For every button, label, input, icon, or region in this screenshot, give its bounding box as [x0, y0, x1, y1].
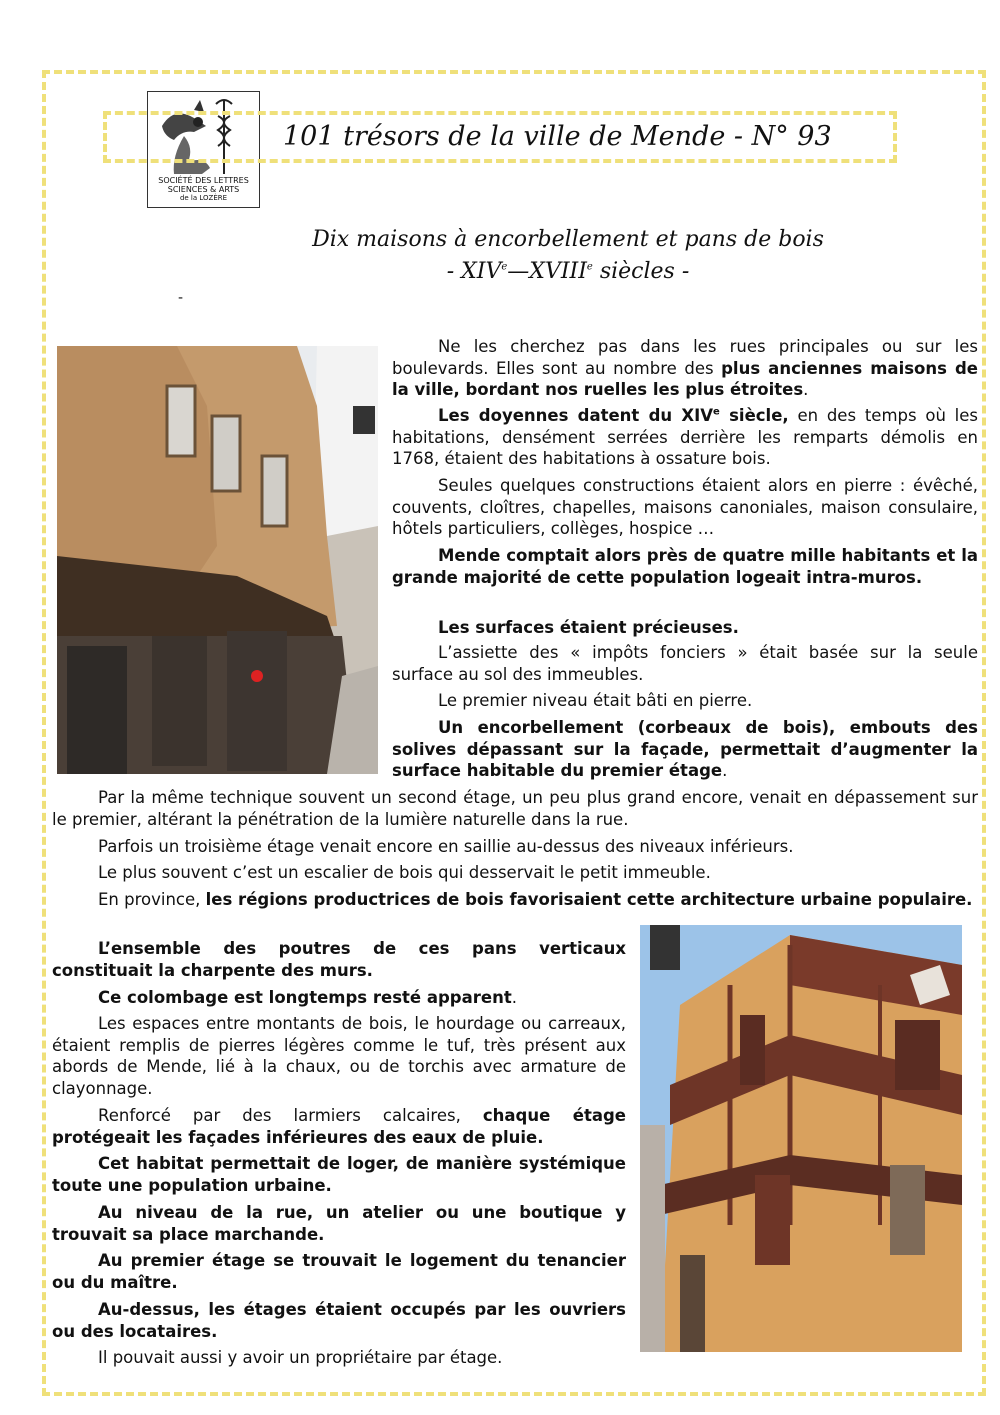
paragraph-14 [52, 987, 626, 1009]
paragraph-19-segment: Au premier étage se trouvait le logement du tenancier ou du maître. [52, 1251, 626, 1292]
paragraph-4-segment: Mende comptait alors près de quatre mille habitants et la grande majorité de cette population logeait intra-muros. [392, 546, 978, 587]
logo-line-2: SCIENCES & ARTS [167, 185, 240, 194]
article-subtitle [0, 224, 1000, 288]
paragraph-21-segment: Il pouvait aussi y avoir un propriétaire par étage. [98, 1348, 503, 1367]
paragraph-8 [392, 717, 978, 782]
paragraph-9 [52, 787, 978, 830]
paragraph-5-segment: Les surfaces étaient précieuses. [438, 618, 739, 637]
paragraph-2-segment: e [713, 406, 720, 418]
paragraph-7 [392, 690, 978, 712]
paragraph-15-segment: Les espaces entre montants de bois, le hourdage ou carreaux, étaient remplis de pierres légères comme le tuf, très présent aux abords de Mende, lié à la chaux, ou de torchis avec armature de clayonnage. [52, 1014, 626, 1098]
paragraph-19 [52, 1250, 626, 1293]
paragraph-17-segment: Cet habitat permettait de loger, de manière systémique toute une population urbaine. [52, 1154, 626, 1195]
paragraph-8-segment: Un encorbellement (corbeaux de bois), embouts des solives dépassant sur la façade, permettait d’augmenter la surface habitable du premier étage [392, 718, 978, 780]
photo-old-house-street [57, 346, 378, 774]
stray-dash: - [178, 290, 184, 306]
paragraph-16 [52, 1105, 626, 1148]
paragraph-2 [392, 405, 978, 470]
paragraph-10 [52, 836, 978, 858]
paragraph-2-segment: siècle, [719, 406, 789, 425]
paragraph-2-segment: Les doyennes datent du XIV [438, 406, 714, 425]
paragraph-17 [52, 1153, 626, 1196]
paragraph-13-segment: L’ensemble des poutres de ces pans verticaux constituait la charpente des murs. [52, 939, 626, 980]
paragraph-6-segment: L’assiette des « impôts fonciers » était basée sur la seule surface au sol des immeubles. [392, 643, 978, 684]
paragraph-21 [52, 1347, 626, 1369]
paragraph-14-segment: Ce colombage est longtemps resté apparent [98, 988, 512, 1007]
paragraph-6 [392, 642, 978, 685]
subtitle-line-1: Dix maisons à encorbellement et pans de bois [312, 227, 824, 252]
paragraph-12-segment: En province, [98, 890, 206, 909]
paragraph-1-segment: Ne les cherchez pas dans les rues principales ou sur les boulevards. Elles sont au nombre des [392, 337, 978, 378]
paragraph-13 [52, 938, 626, 981]
paragraph-1-segment: . [803, 380, 809, 399]
paragraph-20 [52, 1299, 626, 1342]
subtitle-line-2: - XIVe—XVIIIe siècles - [446, 259, 690, 284]
paragraph-20-segment: Au-dessus, les étages étaient occupés par les ouvriers ou des locataires. [52, 1300, 626, 1341]
paragraph-11 [52, 862, 978, 884]
paragraph-9-segment: Par la même technique souvent un second étage, un peu plus grand encore, venait en dépassement sur le premier, altérant la pénétration de la lumière naturelle dans la rue. [52, 788, 978, 829]
paragraph-2-segment: en des temps où les habitations, densément serrées derrière les remparts démolis en 1768, étaient des habitations à ossature bois. [392, 406, 979, 468]
paragraph-3-segment: Seules quelques constructions étaient alors en pierre : évêché, couvents, cloîtres, chapelles, maisons canoniales, maison consulaire, hôtels particuliers, collèges, hospice … [392, 476, 978, 538]
photo-half-timbered-house [640, 925, 962, 1352]
logo-line-1: SOCIÉTÉ DES LETTRES [158, 176, 249, 185]
paragraph-12-segment: les régions productrices de bois favorisaient cette architecture urbaine populaire. [205, 890, 973, 909]
page-title: 101 trésors de la ville de Mende - N° 93 [283, 121, 832, 152]
paragraph-3 [392, 475, 978, 540]
paragraph-1-segment: plus anciennes maisons de la ville, bordant nos ruelles les plus étroites [392, 358, 978, 399]
paragraph-18-segment: Au niveau de la rue, un atelier ou une boutique y trouvait sa place marchande. [52, 1203, 626, 1244]
paragraph-1 [392, 336, 978, 401]
paragraph-18 [52, 1202, 626, 1245]
paragraph-5 [392, 617, 978, 639]
paragraph-8-segment: . [722, 761, 728, 780]
paragraph-4 [392, 545, 978, 588]
paragraph-10-segment: Parfois un troisième étage venait encore en saillie au-dessus des niveaux inférieurs. [98, 837, 794, 856]
logo-line-3: de la LOZÈRE [179, 194, 228, 202]
paragraph-12 [52, 889, 978, 911]
paragraph-7-segment: Le premier niveau était bâti en pierre. [438, 691, 753, 710]
logo-caption [148, 176, 259, 203]
paragraph-16-segment: chaque étage protégeait les façades inférieures des eaux de pluie. [52, 1106, 626, 1147]
paragraph-15 [52, 1013, 626, 1099]
paragraph-14-segment: . [511, 988, 517, 1007]
paragraph-16-segment: Renforcé par des larmiers calcaires, [98, 1106, 483, 1125]
paragraph-11-segment: Le plus souvent c’est un escalier de bois qui desservait le petit immeuble. [98, 863, 711, 882]
